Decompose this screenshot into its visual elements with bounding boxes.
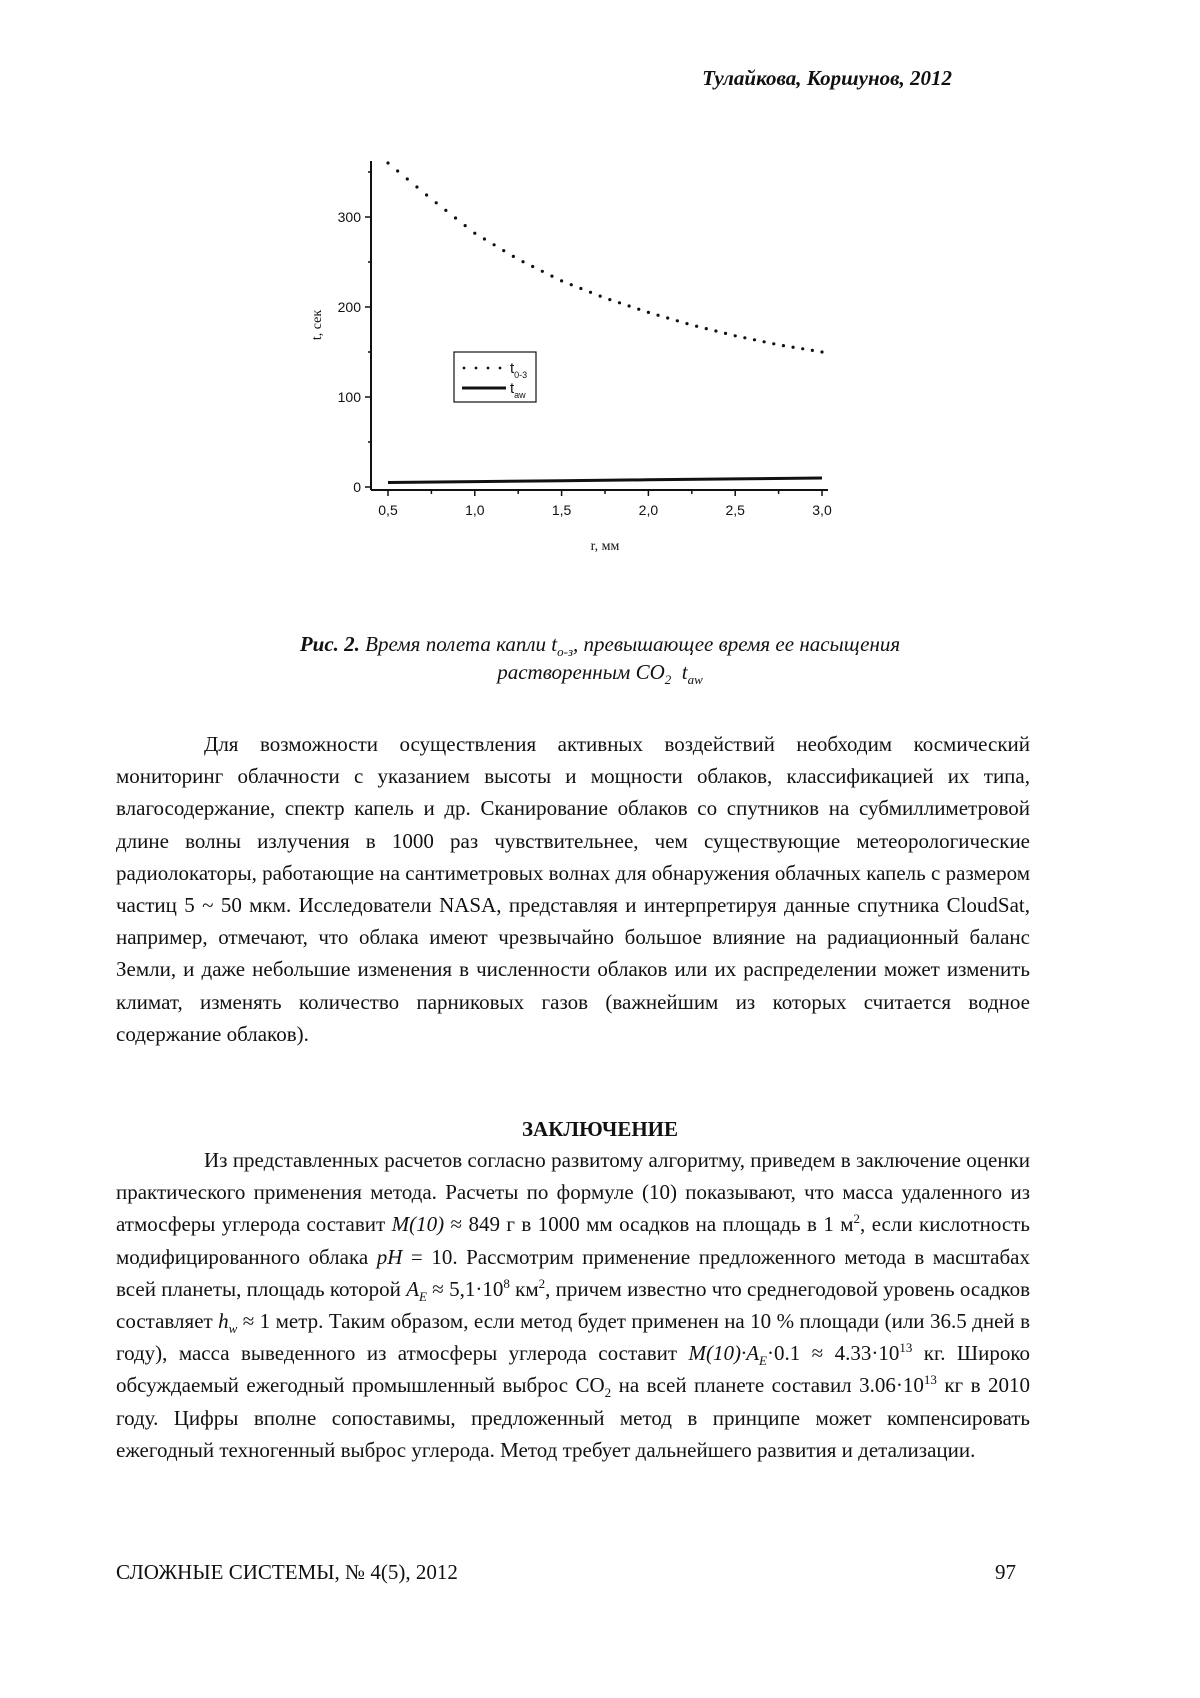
series-point-t03: [608, 298, 611, 301]
chart-legend: [454, 352, 536, 402]
series-point-t03: [685, 322, 688, 325]
series-point-t03: [541, 270, 544, 273]
series-point-t03: [820, 350, 823, 353]
series-point-t03: [502, 249, 505, 252]
series-point-t03: [753, 338, 756, 341]
caption-text: , превышающее время ее насыщения: [573, 632, 901, 656]
series-point-t03: [386, 161, 389, 164]
legend-label-sub: aw: [514, 390, 526, 400]
caption-sub: aw: [687, 672, 703, 688]
series-point-t03: [396, 169, 399, 172]
legend-dotted-swatch: [487, 367, 490, 370]
y-axis-label: t, сек: [310, 309, 325, 341]
caption-text: t: [671, 660, 688, 684]
series-point-t03: [435, 201, 438, 204]
paragraph-text: Для возможности осуществления активных воздействий необходим космический мониторинг облачности с указанием высоты и мощности облаков, классификацией их типа, влагосодержание, спектр капель и др. Сканирование облаков со спутников на субмиллиметровой длине волны излучения в 1000 раз чувствительнее, чем существующие метеорологические радиолокаторы, работающие на сантиметровых волнах для обнаружения облачных капель с размером частиц 5 ~ 50 мкм. Исследователи NASA, представляя и интерпретируя данные спутника CloudSat, например, отмечают, что облака имеют чрезвычайно большое влияние на радиационный баланс Земли, и даже небольшие изменения в численности облаков или их распределении может изменить климат, изменять количество парниковых газов (важнейшим из которых считается водное содержание облаков).: [116, 732, 1030, 1046]
series-point-t03: [801, 347, 804, 350]
series-point-t03: [705, 327, 708, 330]
series-line-taw: [388, 478, 822, 483]
paragraph-text: Из представленных расчетов согласно развитому алгоритму, приведем в заключение оценки практического применения метода. Расчеты по формуле (10) показывают, что масса удаленного из атмосферы углерода составит M(10) ≈ 849 г в 1000 мм осадков на площадь в 1 $м^2$, если кислотность модифицированного облака pH = 10. Рассмотрим применение предложенного метода в масштабах всей планеты, площадь которой $A_E \approx 5,1\cdot 10^8$ $км^2$, причем известно что среднегодовой уровень осадков составляет $h_w \approx 1$ метр. Таким образом, если метод будет применен на 10 % площади (или 36.5 дней в году), масса выведенного из атмосферы углерода составит $M(10)\cdot A_E\cdot 0.1 \approx 4.33\cdot 10^{13}$ кг. Широко обсуждаемый ежегодный промышленный выброс $CO_2$ на всей планете составил $3.06\cdot 10^{13}$ кг в 2010 году. Цифры вполне сопоставимы, предложенный метод в принципе может компенсировать ежегодный техногенный выброс углерода. Метод требует дальнейшего развития и детализации.: [116, 1148, 1030, 1462]
caption-sub: о-з: [557, 644, 574, 660]
x-axis-label: r, мм: [590, 539, 620, 554]
x-tick-label: 1,5: [551, 502, 572, 518]
y-tick-label: 300: [337, 209, 361, 225]
series-point-t03: [811, 349, 814, 352]
y-tick-label: 200: [337, 299, 361, 315]
series-point-t03: [676, 319, 679, 322]
series-point-t03: [666, 316, 669, 319]
y-tick-label: 0: [353, 479, 361, 495]
series-point-t03: [656, 314, 659, 317]
series-point-t03: [743, 336, 746, 339]
x-tick-label: 2,0: [638, 502, 659, 518]
paragraph-1: [116, 728, 1030, 1050]
series-point-t03: [531, 265, 534, 268]
x-tick-label: 3,0: [812, 502, 832, 518]
series-point-t03: [579, 287, 582, 290]
series-point-t03: [444, 209, 447, 212]
series-point-t03: [695, 325, 698, 328]
series-point-t03: [464, 224, 467, 227]
figure-caption: [0, 630, 1200, 686]
x-tick-label: 0,5: [378, 502, 398, 518]
caption-text: растворенным CO: [497, 660, 665, 684]
y-tick-label: 100: [337, 389, 361, 405]
legend-dotted-swatch: [463, 367, 466, 370]
caption-line-1: [0, 630, 1200, 658]
series-point-t03: [550, 275, 553, 278]
series-point-t03: [406, 177, 409, 180]
paragraph-2: [116, 1144, 1030, 1466]
section-heading: ЗАКЛЮЧЕНИЕ: [521, 1117, 679, 1141]
x-tick-label: 1,0: [465, 502, 485, 518]
page-number: 97: [995, 1560, 1016, 1584]
chart-marks: [386, 161, 823, 482]
series-point-t03: [473, 232, 476, 235]
series-point-t03: [647, 311, 650, 314]
series-point-t03: [734, 334, 737, 337]
running-head: Тулайкова, Коршунов, 2012: [702, 66, 952, 90]
legend-label: $t_{0-3}$: [510, 360, 528, 380]
series-point-t03: [560, 279, 563, 282]
series-point-t03: [454, 216, 457, 219]
series-point-t03: [618, 301, 621, 304]
legend-dotted-swatch: [499, 367, 502, 370]
series-point-t03: [521, 260, 524, 263]
chart-axes: [310, 161, 832, 554]
figure-chart: [300, 150, 860, 590]
legend-dotted-swatch: [475, 367, 478, 370]
series-point-t03: [637, 308, 640, 311]
x-tick-label: 2,5: [725, 502, 745, 518]
legend-label: $t_{aw}$: [510, 380, 526, 400]
series-point-t03: [763, 340, 766, 343]
series-point-t03: [791, 346, 794, 349]
series-point-t03: [483, 237, 486, 240]
caption-label: Рис. 2.: [299, 632, 360, 656]
series-point-t03: [589, 291, 592, 294]
series-point-t03: [772, 342, 775, 345]
series-point-t03: [714, 329, 717, 332]
caption-sub: 2: [664, 672, 672, 688]
series-point-t03: [512, 255, 515, 258]
series-point-t03: [425, 193, 428, 196]
series-point-t03: [628, 304, 631, 307]
footer-journal: СЛОЖНЫЕ СИСТЕМЫ, № 4(5), 2012: [116, 1560, 458, 1584]
series-point-t03: [492, 243, 495, 246]
caption-line-2: [0, 658, 1200, 686]
series-point-t03: [415, 185, 418, 188]
legend-label-sub: 0-3: [514, 370, 528, 380]
series-point-t03: [782, 344, 785, 347]
caption-text: Время полета капли t: [359, 632, 558, 656]
series-point-t03: [724, 332, 727, 335]
series-point-t03: [599, 295, 602, 298]
series-point-t03: [570, 283, 573, 286]
